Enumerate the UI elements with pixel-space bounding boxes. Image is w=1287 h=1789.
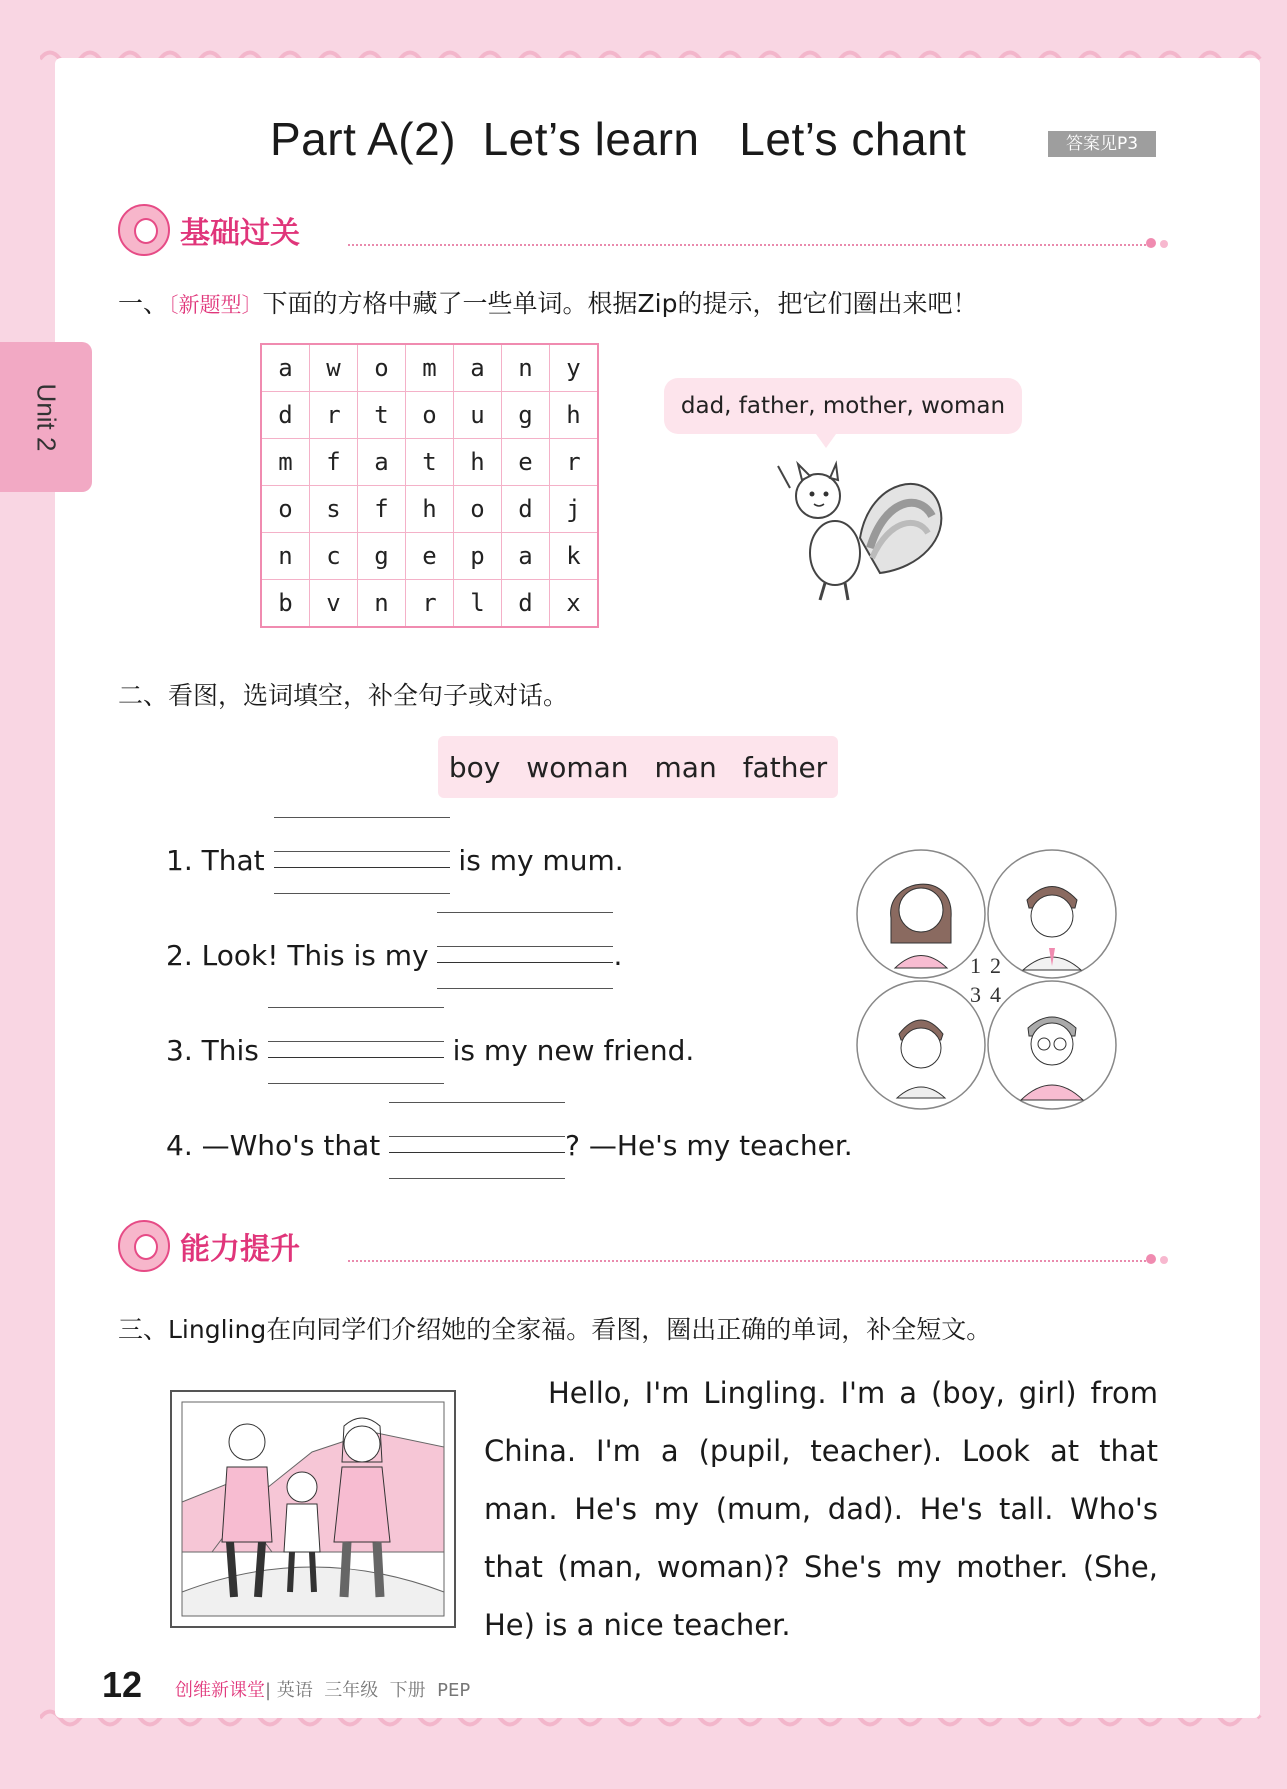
question-1-instruction: 一、〔新题型〕下面的方格中藏了一些单词。根据Zip的提示，把它们圈出来吧！ <box>118 289 978 318</box>
footer-book-info: 创维新课堂| 英语 三年级 下册 PEP <box>175 1680 471 1701</box>
grid-cell[interactable]: t <box>358 392 406 439</box>
word-search-grid <box>260 343 599 628</box>
word-bank-item: father <box>742 750 828 784</box>
grid-cell[interactable]: y <box>550 344 599 392</box>
four-portraits-illustration <box>855 848 1120 1113</box>
word-bank-item: man <box>654 750 717 784</box>
passage-text: Hello, I'm Lingling. I'm a (boy, girl) from China. I'm a (pupil, teacher). Look at that man. He's my (mum, dad). He's tall. Who's that (man, woman)? She's my mother. (She, He) is a nice teacher. <box>484 1376 1158 1642</box>
section-header-basic <box>118 204 1158 254</box>
reading-passage <box>484 1364 1158 1654</box>
question-3-instruction: 三、Lingling在向同学们介绍她的全家福。看图，圈出正确的单词，补全短文。 <box>118 1315 992 1344</box>
page-number: 12 <box>102 1664 143 1705</box>
grid-cell[interactable]: g <box>358 533 406 580</box>
squirrel-mascot-illustration <box>760 458 950 608</box>
question-2-instruction: 二、看图，选词填空，补全句子或对话。 <box>118 681 569 710</box>
section-label: 能力提升 <box>180 1232 300 1267</box>
grid-cell[interactable]: v <box>310 580 358 628</box>
word-bank-box <box>438 736 838 798</box>
fill-item-1: 1. That is my mum. <box>166 844 624 879</box>
grid-cell[interactable]: n <box>358 580 406 628</box>
grid-cell[interactable]: t <box>406 439 454 486</box>
mascot-icon <box>118 204 170 256</box>
grid-cell[interactable]: n <box>502 344 550 392</box>
grid-cell[interactable]: d <box>502 580 550 628</box>
grid-cell[interactable]: u <box>454 392 502 439</box>
grid-cell[interactable]: l <box>454 580 502 628</box>
answer-blank[interactable] <box>389 1130 565 1164</box>
grid-row <box>261 392 598 439</box>
answer-blank[interactable] <box>274 845 450 879</box>
grid-row <box>261 580 598 628</box>
grid-cell[interactable]: a <box>261 344 310 392</box>
grid-cell[interactable]: r <box>550 439 599 486</box>
fill-item-4: 4. —Who's that ? —He's my teacher. <box>166 1129 853 1164</box>
mascot-icon <box>118 1220 170 1272</box>
grid-cell[interactable]: k <box>550 533 599 580</box>
answer-blank[interactable] <box>268 1035 444 1069</box>
grid-cell[interactable]: m <box>261 439 310 486</box>
portrait-number: 3 <box>970 982 981 1007</box>
grid-cell[interactable]: h <box>454 439 502 486</box>
grid-cell[interactable]: o <box>406 392 454 439</box>
grid-cell[interactable]: h <box>406 486 454 533</box>
grid-cell[interactable]: j <box>550 486 599 533</box>
section-label: 基础过关 <box>180 216 300 251</box>
grid-cell[interactable]: e <box>406 533 454 580</box>
grid-cell[interactable]: f <box>358 486 406 533</box>
section-header-advanced <box>118 1220 1158 1270</box>
grid-cell[interactable]: r <box>310 392 358 439</box>
grid-cell[interactable]: o <box>454 486 502 533</box>
answer-reference-tag: 答案见P3 <box>1048 131 1156 157</box>
grid-cell[interactable]: d <box>502 486 550 533</box>
grid-cell[interactable]: a <box>502 533 550 580</box>
grid-cell[interactable]: o <box>358 344 406 392</box>
answer-blank[interactable] <box>437 940 613 974</box>
grid-cell[interactable]: e <box>502 439 550 486</box>
portrait-number: 1 <box>970 953 981 978</box>
grid-cell[interactable]: f <box>310 439 358 486</box>
grid-cell[interactable]: s <box>310 486 358 533</box>
grid-cell[interactable]: x <box>550 580 599 628</box>
new-type-tag: 〔新题型〕 <box>168 293 263 317</box>
grid-row <box>261 439 598 486</box>
grid-row <box>261 533 598 580</box>
family-photo-illustration <box>170 1390 456 1628</box>
grid-cell[interactable]: w <box>310 344 358 392</box>
grid-cell[interactable]: o <box>261 486 310 533</box>
page-title: Part A(2) Let’s learn Let’s chant <box>270 113 967 165</box>
grid-cell[interactable]: r <box>406 580 454 628</box>
grid-cell[interactable]: a <box>454 344 502 392</box>
hint-speech-bubble: dad, father, mother, woman <box>664 378 1022 434</box>
unit-side-tab <box>0 342 92 492</box>
grid-cell[interactable]: b <box>261 580 310 628</box>
grid-cell[interactable]: m <box>406 344 454 392</box>
portrait-number: 4 <box>990 982 1001 1007</box>
grid-cell[interactable]: c <box>310 533 358 580</box>
grid-row <box>261 486 598 533</box>
grid-cell[interactable]: p <box>454 533 502 580</box>
grid-cell[interactable]: d <box>261 392 310 439</box>
word-bank-item: woman <box>526 750 629 784</box>
fill-item-3: 3. This is my new friend. <box>166 1034 694 1069</box>
grid-cell[interactable]: a <box>358 439 406 486</box>
grid-cell[interactable]: g <box>502 392 550 439</box>
grid-row <box>261 344 598 392</box>
grid-cell[interactable]: n <box>261 533 310 580</box>
grid-cell[interactable]: h <box>550 392 599 439</box>
unit-label: Unit 2 <box>31 383 62 451</box>
portrait-number: 2 <box>990 953 1001 978</box>
word-bank-item: boy <box>448 750 501 784</box>
fill-item-2: 2. Look! This is my . <box>166 939 622 974</box>
